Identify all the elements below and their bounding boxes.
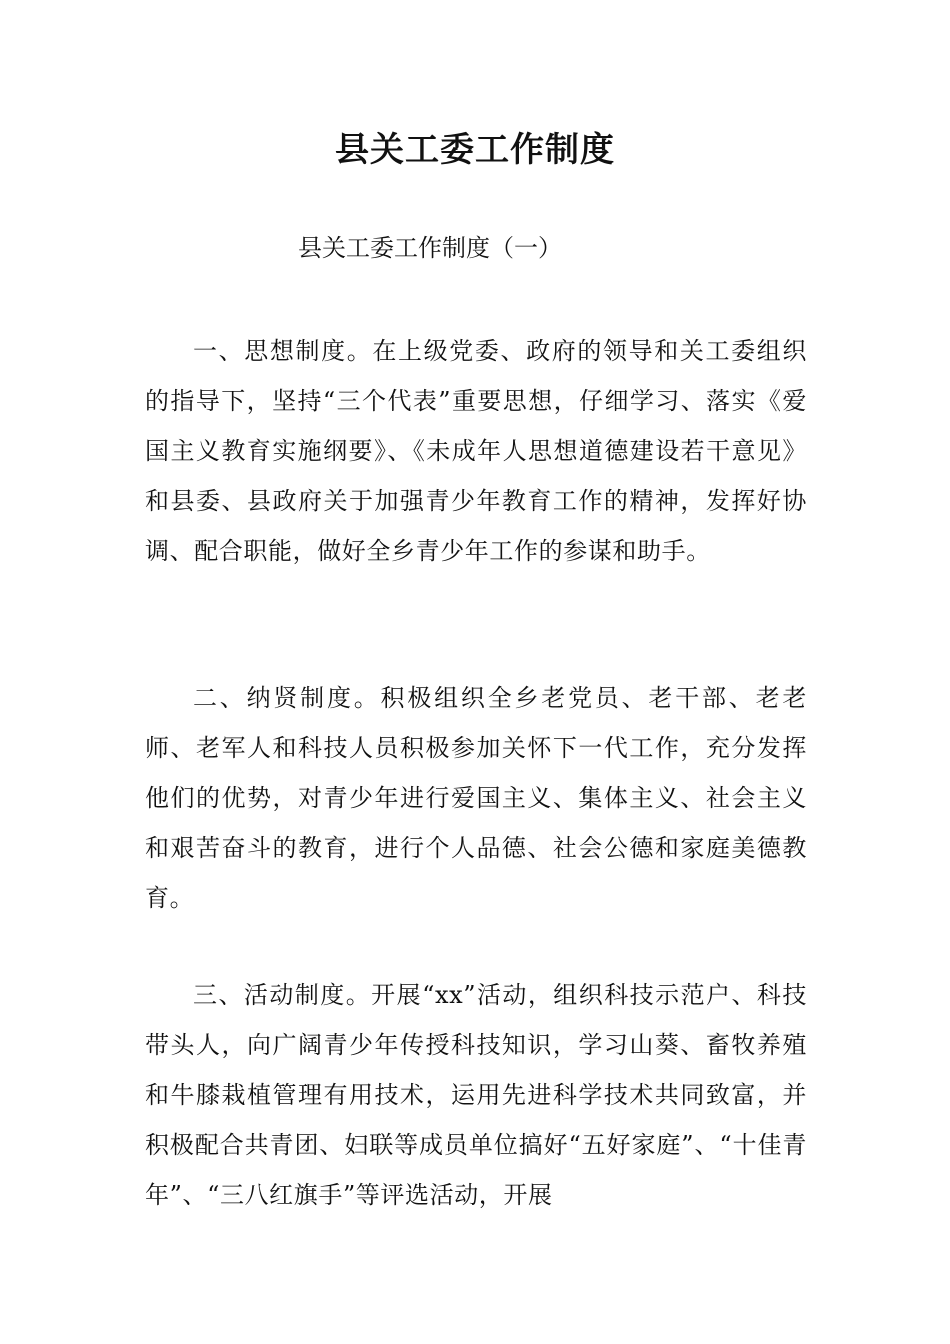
paragraph-talent-system: 二、纳贤制度。积极组织全乡老党员、老干部、老老师、老军人和科技人员积极参加关怀下一代工作，充分发挥他们的优势，对青少年进行爱国主义、集体主义、社会主义和艰苦奋斗的教育，进行个人品德、社会公德和家庭美德教育。 xyxy=(145,684,807,912)
paragraph-thought-system: 一、思想制度。在上级党委、政府的领导和关工委组织的指导下，坚持“三个代表”重要思想，仔细学习、落实《爱国主义教育实施纲要》、《未成年人思想道德建设若干意见》和县委、县政府关于加强青少年教育工作的精神，发挥好协调、配合职能，做好全乡青少年工作的参谋和助手。 xyxy=(145,337,807,565)
document-subtitle: 县关工委工作制度（一） xyxy=(298,234,562,262)
document-title: 县关工委工作制度 xyxy=(335,130,615,170)
paragraph-activity-system: 三、活动制度。开展“xx”活动，组织科技示范户、科技带头人，向广阔青少年传授科技知识，学习山葵、畜牧养殖和牛膝栽植管理有用技术，运用先进科学技术共同致富，并积极配合共青团、妇联等成员单位搞好“五好家庭”、“十佳青年”、“三八红旗手”等评选活动，开展 xyxy=(145,981,807,1209)
